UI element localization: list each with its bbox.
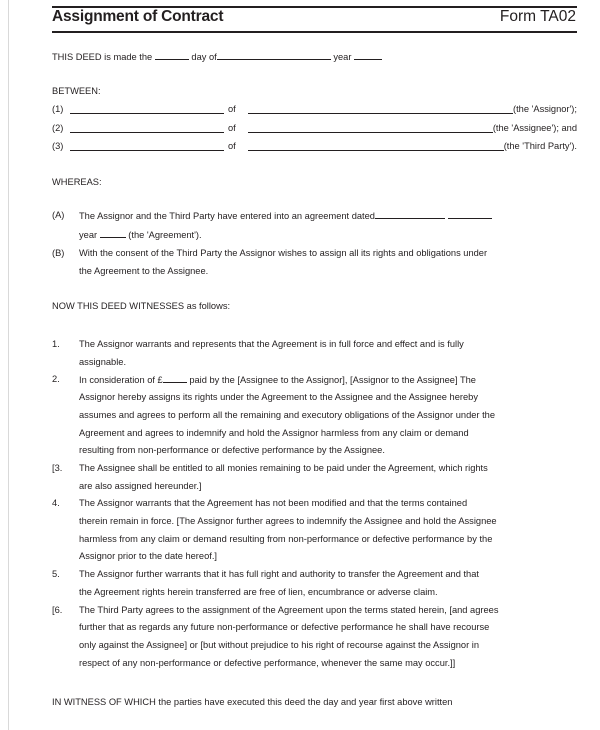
- recital-text: (the 'Agreement').: [128, 230, 202, 240]
- clause-line: therein remain in force. [The Assignor further agrees to indemnify the Assignee and hold the Assignee: [79, 516, 497, 526]
- witnesses-heading: NOW THIS DEED WITNESSES as follows:: [52, 301, 231, 311]
- year-blank[interactable]: [354, 51, 382, 60]
- clause-line: The Assignor warrants that the Agreement has not been modified and that the terms contained: [79, 498, 468, 509]
- clause-line: The Assignor warrants and represents that the Agreement is in full force and effect and is fully: [79, 339, 464, 349]
- clause-line: Assignor hereby assigns its rights under the Agreement to the Assignee and the Assignee hereby: [79, 392, 478, 403]
- party-role: (the 'Assignor');: [512, 104, 577, 114]
- clause-line: The Assignee shall be entitled to all monies remaining to be paid under the Agreement, which rights: [79, 462, 488, 473]
- document-title: Assignment of Contract: [52, 8, 224, 25]
- clause-text: In consideration of £: [79, 375, 163, 386]
- party-name-blank[interactable]: [70, 105, 224, 114]
- recital-a-line: [79, 229, 202, 240]
- clause-number: 1.: [52, 339, 60, 349]
- deed-text: THIS DEED is made the: [52, 52, 153, 62]
- party-address-blank[interactable]: [248, 142, 504, 151]
- clause-line: The Assignor further warrants that it has full right and authority to transfer the Agreement and that: [79, 569, 479, 580]
- title-rule: [52, 31, 577, 33]
- clause-line: are also assigned hereunder.]: [79, 480, 202, 491]
- agreement-date-blank[interactable]: [375, 210, 445, 219]
- clause-line: only against the Assignee] or [but without prejudice to his right of recourse against the Assignor in: [79, 639, 480, 650]
- party-name-blank[interactable]: [70, 124, 224, 133]
- form-code: Form TA02: [499, 8, 576, 25]
- recital-text: year: [79, 230, 98, 240]
- party-of: of: [228, 122, 236, 133]
- clause-line: harmless from any claim or demand resulting from non-performance or defective performance by the: [79, 533, 493, 544]
- party-role: (the 'Third Party').: [503, 141, 577, 151]
- recital-b-line: With the consent of the Third Party the Assignor wishes to assign all its rights and obligations under: [79, 248, 488, 258]
- deed-text: year: [333, 52, 352, 62]
- party-name-blank[interactable]: [70, 142, 224, 151]
- party-row: [52, 123, 577, 133]
- party-of: of: [228, 104, 236, 114]
- recital-a-line: [79, 210, 492, 221]
- month-blank[interactable]: [217, 51, 331, 60]
- deed-date-line: [52, 51, 382, 62]
- clause-line: Agreement and agrees to indemnify and hold the Assignor harmless from any claim or demand: [79, 427, 469, 438]
- clause-line: assignable.: [79, 356, 127, 367]
- clause-line: assumes and agrees to perform all the remaining and executory obligations of the Assignor under the: [79, 409, 496, 420]
- day-blank[interactable]: [155, 51, 189, 60]
- agreement-year-blank[interactable]: [100, 229, 126, 238]
- clause-number: 4.: [52, 498, 60, 509]
- clause-number: [6.: [52, 604, 63, 615]
- clause-line: the Agreement rights herein transferred are free of lien, encumbrance or adverse claim.: [79, 586, 438, 597]
- recital-number: (B): [52, 248, 65, 258]
- recital-number: (A): [52, 210, 65, 220]
- recital-text: The Assignor and the Third Party have entered into an agreement dated: [79, 211, 375, 221]
- clause-line: respect of any non-performance or defective performance, whenever the same may occur.]]: [79, 657, 456, 668]
- clause-number: 2.: [52, 374, 60, 385]
- agreement-month-blank[interactable]: [448, 210, 492, 219]
- party-number: (3): [52, 141, 64, 151]
- clause-line: further that as regards any future non-performance or defective performance he shall have recourse: [79, 622, 490, 633]
- party-of: of: [228, 141, 236, 151]
- party-address-blank[interactable]: [248, 124, 493, 133]
- clause-line: [79, 374, 476, 385]
- party-role: (the 'Assignee'); and: [492, 122, 577, 133]
- clause-text: paid by the [Assignee to the Assignor], [Assignor to the Assignee] The: [186, 375, 476, 386]
- clause-line: Assignor prior to the date hereof.]: [79, 551, 217, 562]
- party-number: (1): [52, 104, 64, 114]
- recital-b-line: the Agreement to the Assignee.: [79, 266, 209, 276]
- party-row: [52, 141, 577, 151]
- deed-text: day of: [191, 52, 217, 62]
- clause-line: The Third Party agrees to the assignment of the Agreement upon the terms stated herein, [and agrees: [79, 604, 499, 615]
- party-row: [52, 104, 577, 114]
- party-address-blank[interactable]: [248, 105, 513, 114]
- party-number: (2): [52, 122, 64, 133]
- clause-number: [3.: [52, 462, 63, 473]
- clause-line: resulting from non-performance or defective performance by the Assignee.: [79, 445, 385, 456]
- between-heading: BETWEEN:: [52, 86, 101, 96]
- page-edge: [8, 0, 9, 730]
- closing-statement: IN WITNESS OF WHICH the parties have executed this deed the day and year first above written: [52, 697, 453, 707]
- whereas-heading: WHEREAS:: [52, 177, 102, 187]
- clause-number: 5.: [52, 569, 60, 580]
- consideration-amount-blank[interactable]: [163, 374, 187, 383]
